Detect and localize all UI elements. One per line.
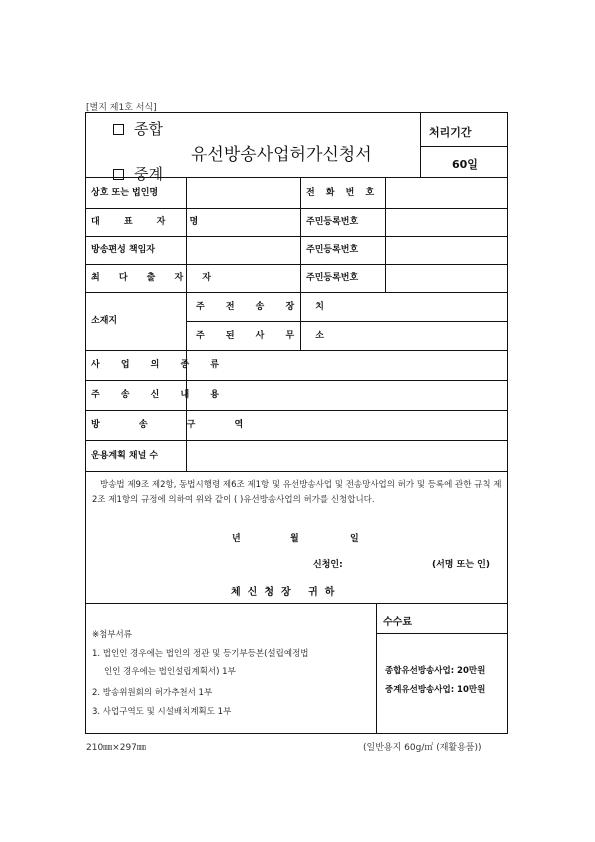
attachment-item: 인인 경우에는 법인설립계획서) 1부 [104, 667, 236, 677]
rule [376, 633, 508, 634]
broadcast-area-field[interactable] [187, 411, 507, 439]
main-content-field[interactable] [187, 381, 507, 409]
date-year-label: 년 [232, 534, 241, 544]
attachment-item: 1. 법인인 경우에는 법인의 정관 및 등기부등본(설립예정법 [92, 649, 309, 659]
representative-field[interactable] [187, 209, 299, 235]
label-resident-number: 주민등록번호 [306, 245, 359, 255]
main-transmitter-field[interactable] [301, 293, 507, 320]
form-title: 유선방송사업허가신청서 [191, 145, 372, 165]
processing-period-label: 처리기간 [429, 126, 472, 139]
label-main-transmitter: 주 전 송 장 치 [196, 302, 334, 312]
signature-note: (서명 또는 인) [432, 560, 490, 570]
programming-manager-field[interactable] [187, 237, 299, 263]
attachment-item: 3. 사업구역도 및 시설배치계획도 1부 [92, 707, 232, 717]
attachments-heading: ※첨부서류 [92, 630, 132, 640]
option-comprehensive[interactable]: 종합 [113, 118, 163, 139]
label-channel-count: 운용계획 채널 수 [91, 451, 159, 461]
label-location: 소재지 [91, 316, 118, 326]
phone-field[interactable] [386, 178, 507, 207]
business-type-field[interactable] [187, 351, 507, 379]
applicant-name-field[interactable] [352, 553, 422, 569]
label-programming-manager: 방송편성 책임자 [91, 245, 155, 255]
major-shareholder-field[interactable] [187, 265, 299, 291]
paper-size: 210㎜×297㎜ [86, 743, 146, 753]
date-month-label: 월 [290, 534, 299, 544]
rule [85, 603, 508, 604]
label-company-name: 상호 또는 법인명 [91, 188, 159, 198]
attachment-item: 2. 방송위원회의 허가추천서 1부 [92, 688, 213, 698]
option-relay[interactable]: 중계 [113, 163, 163, 184]
fee-comprehensive: 종합유선방송사업: 20만원 [385, 666, 486, 676]
rule [420, 146, 508, 147]
rule [376, 603, 377, 734]
recipient: 체신청장 귀하 [231, 587, 342, 598]
label-main-content: 주 송 신 내 용 [91, 390, 229, 400]
label-representative: 대 표 자 명 [91, 217, 209, 227]
representative-resident-field[interactable] [386, 209, 507, 235]
channel-count-field[interactable] [187, 441, 507, 470]
checkbox-icon[interactable] [113, 124, 124, 135]
fee-heading: 수수료 [383, 617, 412, 628]
date-day-label: 일 [350, 534, 359, 544]
rule [420, 112, 421, 177]
label-main-office: 주 된 사 무 소 [196, 331, 334, 341]
label-phone: 전 화 번 호 [306, 188, 379, 198]
label-broadcast-area: 방 송 구 역 [91, 420, 262, 430]
company-name-field[interactable] [187, 178, 299, 207]
label-major-shareholder: 최 다 출 자 자 [91, 273, 220, 283]
fee-relay: 중계유선방송사업: 10만원 [385, 685, 486, 695]
manager-resident-field[interactable] [386, 237, 507, 263]
label-business-type: 사 업 의 종 류 [91, 360, 229, 370]
application-statement: 방송법 제9조 제2항, 동법시행령 제6조 제1항 및 유선방송사업 및 전송망사업의 허가 및 등록에 관한 규칙 제2조 제1항의 규정에 의하여 위와 같이 ( )유선방송사업의 허가를 신청합니다. [92, 480, 502, 505]
shareholder-resident-field[interactable] [386, 265, 507, 291]
main-office-field[interactable] [301, 322, 507, 349]
processing-period-value: 60일 [452, 158, 478, 171]
form-number: [별지 제1호 서식] [86, 103, 157, 113]
paper-type: (일반용지 60g/㎡ (재활용품)) [363, 743, 482, 753]
checkbox-icon[interactable] [113, 169, 124, 180]
label-resident-number: 주민등록번호 [306, 217, 359, 227]
label-resident-number: 주민등록번호 [306, 273, 359, 283]
rule [85, 471, 508, 472]
applicant-label: 신청인: [313, 560, 343, 570]
